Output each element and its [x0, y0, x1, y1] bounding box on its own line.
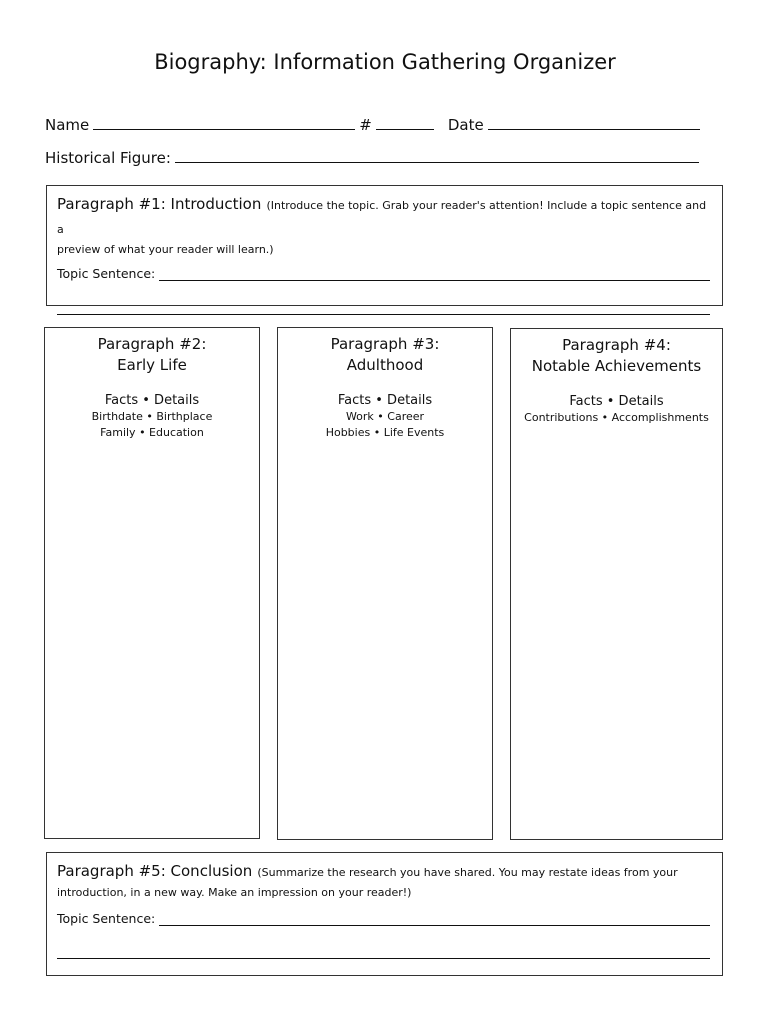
paragraph-3-subtitle: Adulthood [346, 356, 424, 374]
historical-figure-label: Historical Figure: [45, 149, 171, 167]
paragraph-3-facts: Facts • Details [337, 393, 433, 408]
paragraph-5-description-cont: introduction, in a new way. Make an impression on your reader!) [57, 886, 412, 899]
paragraph-5-heading: Paragraph #5: Conclusion [57, 862, 253, 880]
paragraph-4-subtitle: Notable Achievements [531, 357, 702, 375]
number-label: # [359, 116, 372, 134]
paragraph-2-hint-1: Birthdate • Birthplace [91, 410, 213, 423]
paragraph-1-box [46, 185, 723, 306]
paragraph-4-facts: Facts • Details [569, 394, 664, 409]
paragraph-5-topic-row [57, 911, 710, 926]
paragraph-5-topic-label: Topic Sentence: [57, 911, 156, 926]
paragraph-2-subtitle: Early Life [117, 356, 187, 374]
paragraph-2-box [44, 327, 260, 839]
paragraph-5-box [46, 852, 723, 976]
paragraph-3-box [277, 327, 493, 840]
name-date-row [45, 114, 704, 135]
paragraph-5-description: (Summarize the research you have shared. You may restate ideas from your [257, 866, 678, 879]
date-label: Date [447, 116, 484, 134]
paragraph-1-topic-field[interactable] [159, 266, 710, 281]
paragraph-2-facts: Facts • Details [104, 393, 200, 408]
number-field[interactable] [376, 114, 434, 130]
paragraph-5-topic-field[interactable] [159, 911, 710, 926]
paragraph-1-heading: Paragraph #1: Introduction [57, 195, 262, 213]
paragraph-3-hint-2: Hobbies • Life Events [325, 426, 445, 439]
paragraph-4-box [510, 328, 723, 840]
paragraph-4-hint-1: Contributions • Accomplishments [524, 411, 709, 424]
name-label: Name [45, 116, 90, 134]
historical-figure-row [45, 147, 703, 168]
paragraph-1-topic-label: Topic Sentence: [57, 266, 156, 281]
paragraph-2-hint-2: Family • Education [100, 426, 204, 439]
paragraph-1-topic-row [57, 266, 710, 281]
paragraph-1-description: (Introduce the topic. Grab your reader's attention! Include a topic sentence and a [57, 199, 707, 236]
paragraph-4-title: Paragraph #4: [562, 336, 671, 354]
page-title: Biography: Information Gathering Organizer [154, 50, 616, 74]
paragraph-3-hint-1: Work • Career [345, 410, 425, 423]
date-field[interactable] [488, 114, 700, 130]
paragraph-2-title: Paragraph #2: [97, 335, 207, 353]
paragraph-1-extra-line[interactable] [57, 313, 710, 315]
name-field[interactable] [93, 114, 355, 130]
historical-figure-field[interactable] [175, 147, 699, 163]
paragraph-3-title: Paragraph #3: [330, 335, 440, 353]
paragraph-5-extra-line[interactable] [57, 957, 710, 959]
paragraph-1-description-cont: preview of what your reader will learn.) [57, 243, 274, 256]
